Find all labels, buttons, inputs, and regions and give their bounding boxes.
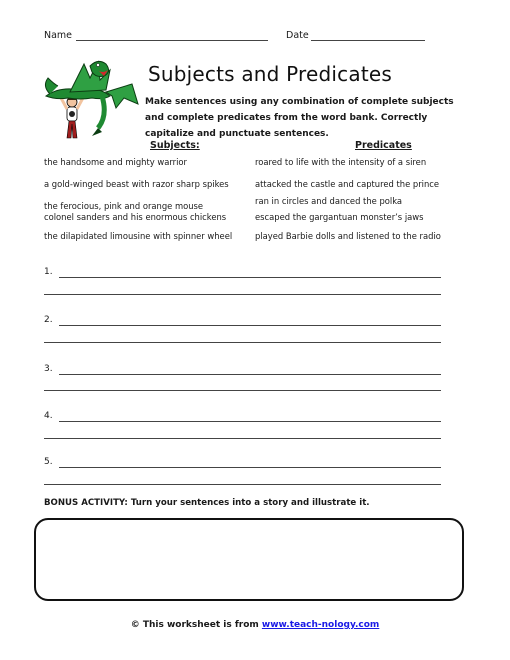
subject-item: the ferocious, pink and orange mouse xyxy=(44,201,204,211)
answer-number: 1. xyxy=(44,267,53,277)
instructions: Make sentences using any combination of complete subjects and complete predicates from the word bank. Correctly capitalize and punctuate sentences. xyxy=(145,97,454,139)
predicate-item: ran in circles and danced the polka xyxy=(255,196,403,206)
answer-line[interactable] xyxy=(44,390,441,391)
footer xyxy=(0,620,510,630)
date-label: Date xyxy=(286,30,309,41)
name-label: Name xyxy=(44,30,73,41)
subject-item: the dilapidated limousine with spinner wheel xyxy=(44,231,233,241)
answer-line[interactable] xyxy=(59,277,441,278)
date-field[interactable] xyxy=(286,30,309,41)
date-line xyxy=(311,40,425,41)
subject-item: a gold-winged beast with razor sharp spikes xyxy=(44,179,229,189)
predicates-header: Predicates xyxy=(355,140,412,151)
answer-number: 4. xyxy=(44,411,53,421)
answer-line[interactable] xyxy=(44,294,441,295)
answer-line[interactable] xyxy=(59,421,441,422)
subject-item: the handsome and mighty warrior xyxy=(44,157,187,167)
predicate-item: attacked the castle and captured the prince xyxy=(255,179,440,189)
name-field[interactable] xyxy=(44,30,72,41)
warrior-icon xyxy=(60,96,84,138)
bonus-activity: BONUS ACTIVITY: Turn your sentences into a story and illustrate it. xyxy=(44,498,370,508)
answer-number: 2. xyxy=(44,315,53,325)
worksheet-title: Subjects and Predicates xyxy=(148,62,392,86)
answer-line[interactable] xyxy=(59,467,441,468)
illustration-box[interactable] xyxy=(34,518,464,601)
subject-item: colonel sanders and his enormous chickens xyxy=(44,212,227,222)
predicate-item: played Barbie dolls and listened to the radio xyxy=(255,231,441,241)
footer-prefix: © This worksheet is from xyxy=(130,620,262,630)
answer-line[interactable] xyxy=(59,374,441,375)
answer-line[interactable] xyxy=(44,342,441,343)
predicate-item: escaped the gargantuan monster’s jaws xyxy=(255,212,424,222)
subjects-header: Subjects: xyxy=(150,140,200,151)
footer-link[interactable]: www.teach-nology.com xyxy=(261,620,380,630)
answer-number: 3. xyxy=(44,364,53,374)
predicate-item: roared to life with the intensity of a siren xyxy=(255,157,427,167)
answer-line[interactable] xyxy=(44,484,441,485)
answer-number: 5. xyxy=(44,457,53,467)
name-line xyxy=(76,40,268,41)
answer-line[interactable] xyxy=(44,438,441,439)
answer-line[interactable] xyxy=(59,325,441,326)
